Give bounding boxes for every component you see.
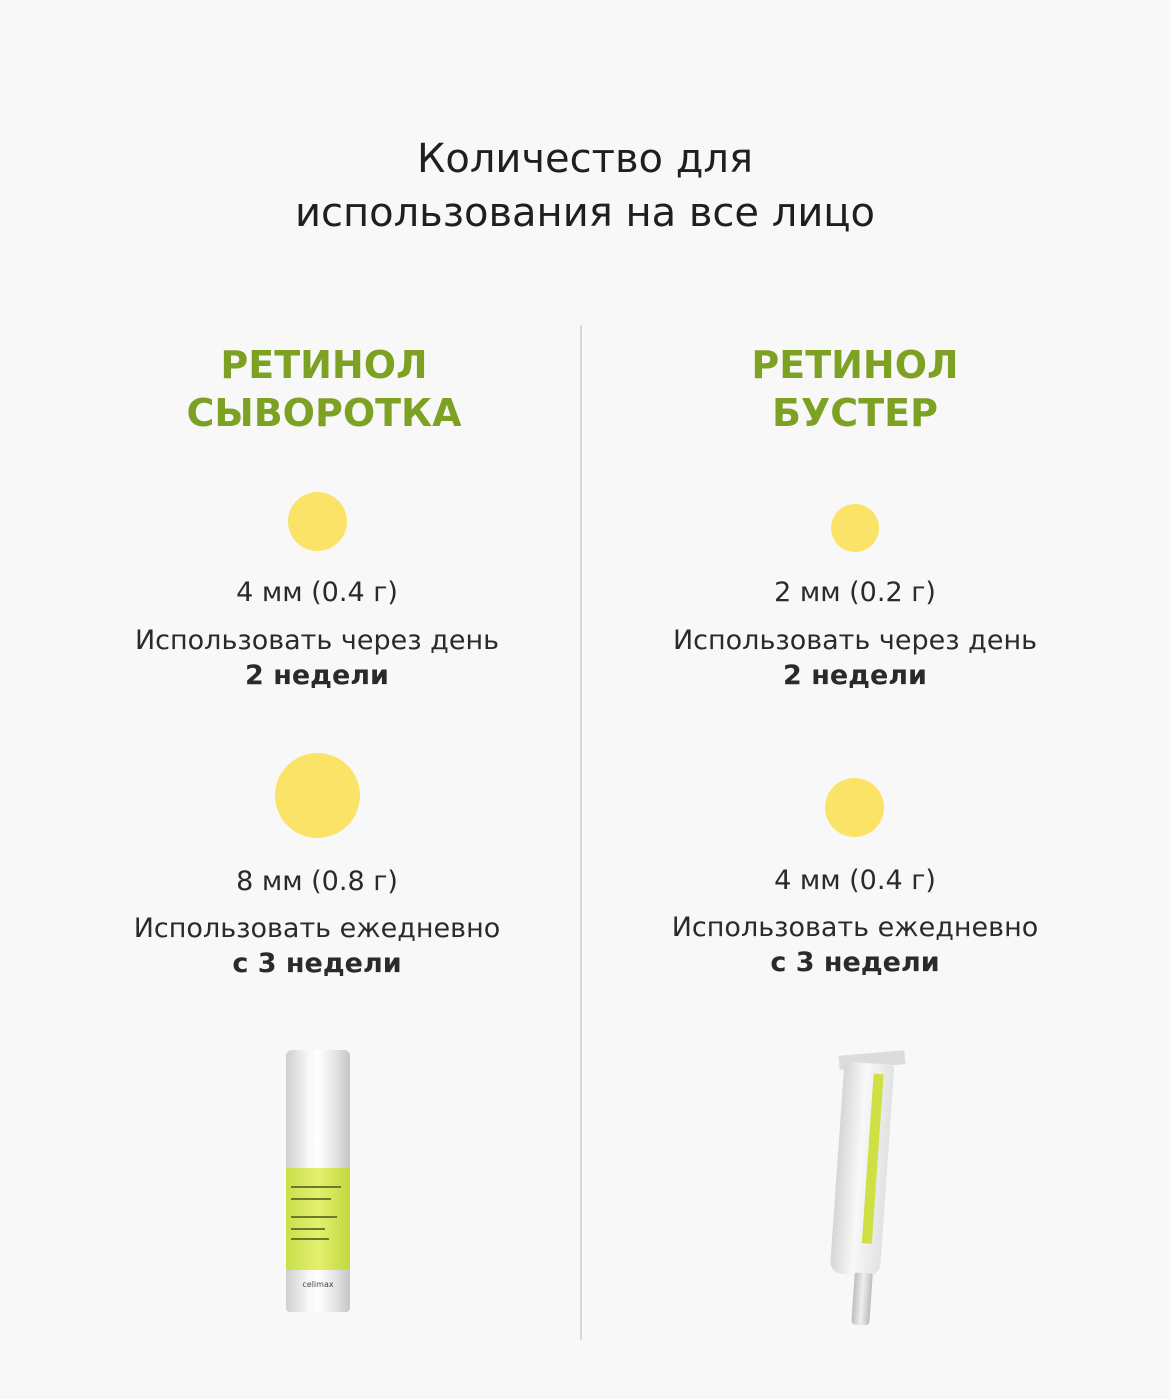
right-step1-frequency: Использовать через день (672, 625, 1038, 656)
serum-bottle-image (286, 1050, 350, 1312)
left-step1-frequency: Использовать через день (134, 625, 500, 656)
serum-bottle-label (286, 1168, 350, 1270)
right-step1-amount: 2 мм (0.2 г) (774, 577, 936, 608)
right-heading-line1: РЕТИНОЛ (751, 343, 959, 387)
right-step1-period: 2 недели (783, 660, 927, 691)
left-heading-line2: СЫВОРОТКА (186, 391, 462, 435)
page-title-line1: Количество для (416, 136, 753, 182)
amount-dot-8mm (275, 753, 360, 838)
left-step2-amount: 8 мм (0.8 г) (236, 866, 398, 897)
left-step2-period: с 3 недели (232, 948, 402, 979)
tube-label-stripe (862, 1074, 884, 1244)
amount-dot-4mm (288, 492, 347, 551)
right-heading-line2: БУСТЕР (772, 391, 938, 435)
left-step1-amount: 4 мм (0.4 г) (236, 577, 398, 608)
tube-body (830, 1062, 895, 1277)
left-heading-line1: РЕТИНОЛ (220, 343, 428, 387)
amount-dot-2mm (831, 504, 879, 552)
right-step2-period: с 3 недели (770, 947, 940, 978)
page-title-line2: использования на все лицо (294, 190, 876, 236)
column-divider (580, 325, 582, 1340)
right-step2-frequency: Использовать ежедневно (671, 912, 1039, 943)
serum-bottle-brand: celimax (302, 1280, 334, 1289)
booster-tube-image (813, 1045, 903, 1330)
left-step2-frequency: Использовать ежедневно (133, 913, 501, 944)
tube-nozzle (851, 1272, 873, 1325)
right-step2-amount: 4 мм (0.4 г) (774, 865, 936, 896)
left-step1-period: 2 недели (245, 660, 389, 691)
amount-dot-4mm-booster (825, 778, 884, 837)
